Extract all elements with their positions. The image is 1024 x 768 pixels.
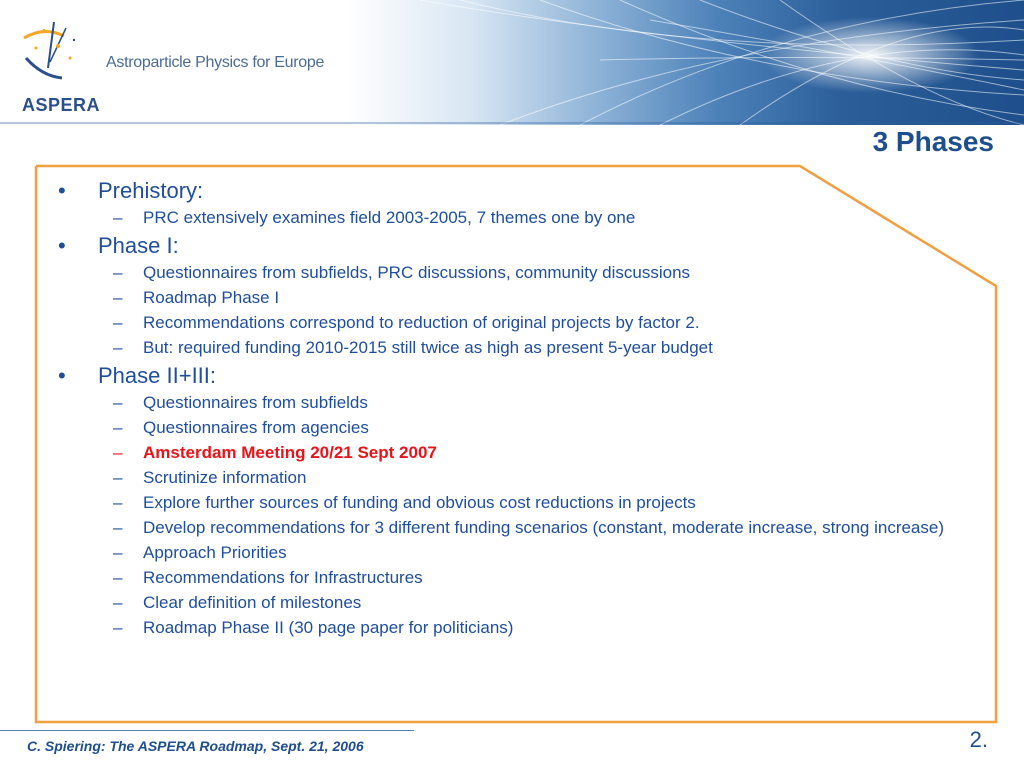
list-item-text: Recommendations correspond to reduction of original projects by factor 2. [143, 313, 700, 332]
dash-icon: – [113, 418, 123, 437]
list-item-text: Recommendations for Infrastructures [143, 568, 423, 587]
logo-text: ASPERA [22, 95, 101, 115]
bullet-icon: • [58, 363, 66, 388]
section-heading [58, 363, 958, 389]
footer-rule [0, 730, 414, 731]
dash-icon: – [113, 518, 123, 537]
list-item-text: Scrutinize information [143, 468, 307, 487]
section-prehistory [58, 178, 958, 227]
list-item [58, 263, 958, 282]
slide-content [58, 176, 958, 643]
tagline: Astroparticle Physics for Europe [106, 54, 325, 71]
list-item [58, 313, 958, 332]
list-item [58, 208, 958, 227]
list-item-text: Approach Priorities [143, 543, 287, 562]
list-item-text: Amsterdam Meeting 20/21 Sept 2007 [143, 443, 437, 462]
dash-icon: – [113, 313, 123, 332]
list-item-text: Roadmap Phase II (30 page paper for politicians) [143, 618, 514, 637]
list-item-text: Develop recommendations for 3 different funding scenarios (constant, moderate increase, strong increase) [143, 518, 945, 537]
slide-title: 3 Phases [872, 126, 994, 157]
list-item [58, 618, 958, 637]
list-item-text: Roadmap Phase I [143, 288, 280, 307]
section-phase-1 [58, 233, 958, 357]
dash-icon: – [113, 393, 123, 412]
section-heading [58, 178, 958, 204]
dash-icon: – [113, 493, 123, 512]
dash-icon: – [113, 568, 123, 587]
list-item [58, 288, 958, 307]
bullet-icon: • [58, 178, 66, 203]
list-item-text: Questionnaires from subfields, PRC discussions, community discussions [143, 263, 691, 282]
bullet-icon: • [58, 233, 66, 258]
header-rule [0, 122, 1024, 124]
list-item-highlighted [58, 443, 958, 462]
list-item [58, 418, 958, 437]
list-item-text: Explore further sources of funding and obvious cost reductions in projects [143, 493, 696, 512]
header-banner [0, 0, 1024, 125]
dash-icon: – [113, 468, 123, 487]
section-heading-text: Phase II+III: [98, 363, 217, 388]
list-item [58, 518, 958, 537]
list-item [58, 338, 958, 357]
dash-icon: – [113, 263, 123, 282]
list-item [58, 393, 958, 412]
list-item-text: Questionnaires from subfields [143, 393, 368, 412]
footer-text: C. Spiering: The ASPERA Roadmap, Sept. 21, 2006 [27, 738, 364, 754]
section-phase-2-3 [58, 363, 958, 637]
page-number: 2. [969, 727, 988, 752]
list-item [58, 593, 958, 612]
list-item [58, 543, 958, 562]
list-item-text: But: required funding 2010-2015 still twice as high as present 5-year budget [143, 338, 713, 357]
list-item-text: Questionnaires from agencies [143, 418, 369, 437]
dash-icon: – [113, 288, 123, 307]
dash-icon: – [113, 543, 123, 562]
section-heading-text: Prehistory: [98, 178, 204, 203]
list-item-text: Clear definition of milestones [143, 593, 362, 612]
section-heading-text: Phase I: [98, 233, 179, 258]
list-item [58, 468, 958, 487]
list-item [58, 568, 958, 587]
dash-icon: – [113, 338, 123, 357]
dash-icon: – [113, 443, 123, 462]
list-item [58, 493, 958, 512]
dash-icon: – [113, 593, 123, 612]
dash-icon: – [113, 618, 123, 637]
list-item-text: PRC extensively examines field 2003-2005, 7 themes one by one [143, 208, 636, 227]
section-heading [58, 233, 958, 259]
dash-icon: – [113, 208, 123, 227]
